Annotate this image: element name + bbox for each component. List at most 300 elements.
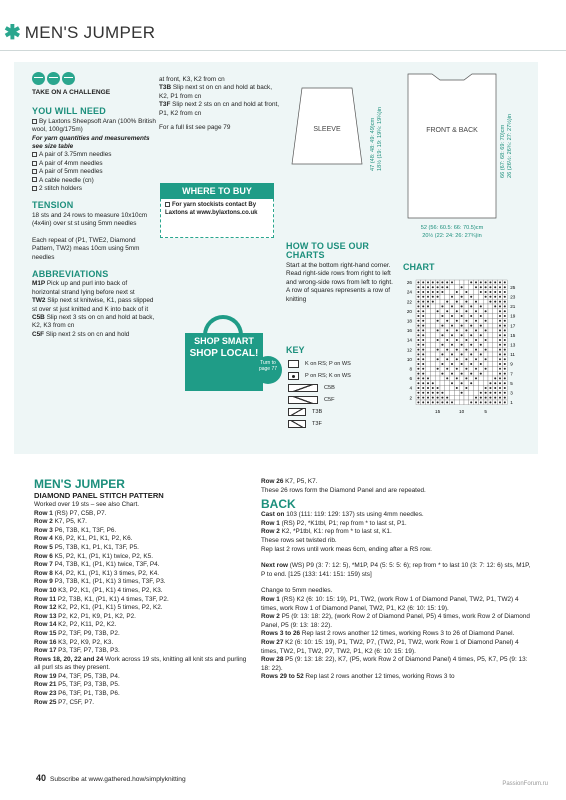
purl-dot xyxy=(417,310,419,312)
chart-cell xyxy=(474,304,479,309)
abbreviation-item: C5B Slip next 3 sts on cn and hold at back, K2, K3 from cn xyxy=(32,313,155,330)
purl-dot xyxy=(499,397,501,399)
purl-dot xyxy=(446,329,448,331)
purl-dot xyxy=(494,377,496,379)
checkbox-icon xyxy=(32,119,37,124)
chart-cell xyxy=(483,333,488,338)
purl-dot xyxy=(499,358,501,360)
sleeve-length: 47 (48: 48: 49: 49)cm xyxy=(370,117,376,171)
purl-dot xyxy=(475,397,477,399)
purl-dot xyxy=(480,325,482,327)
purl-dot xyxy=(461,315,463,317)
chart-row-label: 23 xyxy=(510,294,516,300)
chart-cell xyxy=(478,338,483,343)
chart-cell xyxy=(493,333,498,338)
purl-dot xyxy=(417,373,419,375)
chart-cell xyxy=(445,294,450,299)
chart-cell xyxy=(493,371,498,376)
purl-dot xyxy=(446,401,448,403)
repeat-note: These 26 rows form the Diamond Panel and are repeated. xyxy=(261,486,426,494)
chart-cell xyxy=(488,347,493,352)
chart-cell xyxy=(493,347,498,352)
purl-dot xyxy=(461,344,463,346)
purl-dot xyxy=(441,281,443,283)
purl-dot xyxy=(437,397,439,399)
chart-cell xyxy=(459,376,464,381)
chart-cell xyxy=(445,362,450,367)
asterisk-icon: ✱ xyxy=(4,22,21,44)
purl-dot xyxy=(456,387,458,389)
chart-cell xyxy=(426,347,431,352)
chart-cell xyxy=(445,371,450,376)
tension-text: 18 sts and 24 rows to measure 10x10cm (4x4in) over st st using 5mm needles xyxy=(32,211,148,228)
purl-dot xyxy=(461,296,463,298)
chart-cell xyxy=(474,314,479,319)
purl-dot xyxy=(504,286,506,288)
purl-dot xyxy=(480,334,482,336)
purl-dot xyxy=(485,397,487,399)
purl-dot xyxy=(504,344,506,346)
chart-cell xyxy=(454,381,459,386)
chart-cell xyxy=(430,333,435,338)
chart-cell xyxy=(459,328,464,333)
chart-cell xyxy=(454,362,459,367)
chart-col-label: 10 xyxy=(459,408,465,414)
purl-dot xyxy=(441,315,443,317)
purl-dot xyxy=(504,368,506,370)
purl-dot xyxy=(422,397,424,399)
full-list-note: For a full list see page 79 xyxy=(159,124,231,132)
checkbox-icon xyxy=(32,186,37,191)
row-instruction: Row 28 P5 (9: 13: 18: 22), K7, (P5, work Row 2 of Diamond Panel) 4 times, P5, K7, P5 (9: 13: 18: 22). xyxy=(261,656,528,672)
purl-dot xyxy=(465,291,467,293)
purl-dot xyxy=(417,320,419,322)
purl-dot xyxy=(451,401,453,403)
purl-dot xyxy=(504,363,506,365)
chart-cell xyxy=(430,318,435,323)
chart-cell xyxy=(464,342,469,347)
purl-dot xyxy=(417,281,419,283)
chart-cell xyxy=(474,294,479,299)
chart-cell xyxy=(454,304,459,309)
purl-dot xyxy=(485,281,487,283)
purl-dot xyxy=(494,401,496,403)
chart-cell xyxy=(483,342,488,347)
purl-dot xyxy=(480,353,482,355)
row-instruction: Row 1 (RS) P2, *K1tbl, P1; rep from * to last st, P1. xyxy=(261,519,407,527)
back-heading: BACK xyxy=(261,497,296,512)
purl-dot xyxy=(451,325,453,327)
purl-dot xyxy=(480,363,482,365)
purl-dot xyxy=(470,296,472,298)
purl-dot xyxy=(485,392,487,394)
chart-cell xyxy=(469,299,474,304)
subscribe-link[interactable]: Subscribe at www.gathered.how/simplyknitting xyxy=(50,776,186,783)
purl-dot xyxy=(427,286,429,288)
c5f-symbol-icon xyxy=(288,396,318,404)
purl-dot xyxy=(465,301,467,303)
chart-cell xyxy=(469,309,474,314)
purl-dot xyxy=(480,397,482,399)
body-length-in: 26 (26½: 26¾: 27: 27½)in xyxy=(507,113,513,178)
chart-row-label: 14 xyxy=(406,337,412,343)
purl-dot xyxy=(417,329,419,331)
chart-cell xyxy=(464,371,469,376)
chart-cell xyxy=(483,314,488,319)
purl-dot xyxy=(441,392,443,394)
chart-cell xyxy=(430,328,435,333)
purl-dot xyxy=(489,296,491,298)
purl-dot xyxy=(494,382,496,384)
purl-dot xyxy=(441,401,443,403)
page-number: 40 xyxy=(36,773,47,783)
chart-cell xyxy=(464,294,469,299)
chart-cell xyxy=(474,290,479,295)
chart-row-label: 10 xyxy=(406,356,412,362)
purl-dot xyxy=(456,320,458,322)
chart-row-label: 12 xyxy=(406,347,412,353)
purl-dot xyxy=(465,339,467,341)
purl-dot xyxy=(437,281,439,283)
purl-dot xyxy=(475,286,477,288)
chart-cell xyxy=(445,314,450,319)
purl-dot xyxy=(499,373,501,375)
purl-dot xyxy=(470,305,472,307)
chart-col-label: 5 xyxy=(484,408,487,414)
chart-cell xyxy=(426,366,431,371)
row-instruction: Row 8 K4, P2, K1, (P1, K1) 3 times, P2, K4. xyxy=(34,569,160,577)
chart-cell xyxy=(459,386,464,391)
chart-cell xyxy=(493,328,498,333)
chart-cell xyxy=(440,357,445,362)
row-instruction: Row 11 P2, T3B, K1, (P1, K1) 4 times, T3F, P2. xyxy=(34,595,169,603)
key-heading: KEY xyxy=(286,345,305,355)
purl-dot xyxy=(499,296,501,298)
purl-dot xyxy=(461,382,463,384)
purl-dot xyxy=(451,305,453,307)
purl-dot xyxy=(499,344,501,346)
chart-cell xyxy=(426,333,431,338)
chart-cell xyxy=(464,395,469,400)
purl-dot xyxy=(446,320,448,322)
purl-dot xyxy=(504,291,506,293)
purl-dot xyxy=(461,325,463,327)
chart-key xyxy=(288,358,388,430)
purl-dot xyxy=(499,368,501,370)
chart-cell xyxy=(464,304,469,309)
chart-cell xyxy=(454,395,459,400)
purl-dot xyxy=(485,401,487,403)
purl-dot xyxy=(422,358,424,360)
purl-dot xyxy=(489,281,491,283)
purl-dot xyxy=(489,401,491,403)
body-shape xyxy=(408,74,496,218)
chart-cell xyxy=(459,395,464,400)
header-divider xyxy=(0,50,566,51)
chart-cell xyxy=(459,309,464,314)
purl-dot xyxy=(422,368,424,370)
chart-cell xyxy=(469,366,474,371)
chart-cell xyxy=(450,328,455,333)
chart-cell xyxy=(435,314,440,319)
chart-cell xyxy=(483,381,488,386)
chart-cell xyxy=(459,299,464,304)
purl-dot xyxy=(504,358,506,360)
purl-dot xyxy=(427,397,429,399)
front-back-label: FRONT & BACK xyxy=(426,127,478,134)
chart-cell xyxy=(450,318,455,323)
purl-dot xyxy=(417,325,419,327)
purl-dot xyxy=(504,339,506,341)
chart-cell xyxy=(450,299,455,304)
purl-dot xyxy=(480,392,482,394)
purl-dot xyxy=(465,329,467,331)
tool-item: A pair of 3.75mm needles xyxy=(32,151,156,159)
purl-dot xyxy=(451,281,453,283)
purl-dot xyxy=(504,334,506,336)
chart-cell xyxy=(454,280,459,285)
purl-dot xyxy=(504,382,506,384)
watermark: PassionForum.ru xyxy=(502,781,548,787)
row-instruction: Row 21 P5, T3F, P3, T3B, P5. xyxy=(34,681,120,689)
chart-cell xyxy=(464,323,469,328)
turn-to-page-badge[interactable]: Turn to page 77 xyxy=(254,356,282,384)
chart-cell xyxy=(450,290,455,295)
purl-dot xyxy=(441,363,443,365)
chart-cell xyxy=(435,381,440,386)
chart-row-label: 9 xyxy=(510,361,513,367)
purl-dot xyxy=(504,349,506,351)
purl-dot xyxy=(504,325,506,327)
purl-dot xyxy=(417,315,419,317)
chart-cell xyxy=(488,328,493,333)
purl-dot xyxy=(485,358,487,360)
purl-dot xyxy=(417,382,419,384)
purl-dot xyxy=(489,301,491,303)
purl-dot xyxy=(499,353,501,355)
purl-dot xyxy=(499,320,501,322)
purl-dot xyxy=(422,373,424,375)
where-to-buy-text: For yarn stockists contact By Laxtons at www.bylaxtons.co.uk xyxy=(165,202,258,216)
purl-dot xyxy=(456,368,458,370)
purl-dot xyxy=(504,296,506,298)
purl-dot xyxy=(422,334,424,336)
purl-dot xyxy=(432,387,434,389)
yarn-note: For yarn quantities and measurements see size table xyxy=(32,134,150,151)
purl-dot xyxy=(465,358,467,360)
purl-dot xyxy=(494,301,496,303)
chart-cell xyxy=(459,280,464,285)
purl-dot xyxy=(456,329,458,331)
purl-dot xyxy=(470,325,472,327)
tool-item: A pair of 4mm needles xyxy=(32,160,156,168)
where-to-buy-heading: WHERE TO BUY xyxy=(160,183,274,199)
chart-cell xyxy=(435,371,440,376)
purl-dot xyxy=(470,344,472,346)
chart-cell xyxy=(478,376,483,381)
chart-row-label: 13 xyxy=(510,342,516,348)
purl-dot xyxy=(504,305,506,307)
key-item: T3F xyxy=(288,418,388,430)
chart-cell xyxy=(450,376,455,381)
middle-column xyxy=(159,76,283,132)
purl-dot xyxy=(446,310,448,312)
purl-dot xyxy=(499,305,501,307)
purl-dot xyxy=(504,401,506,403)
purl-dot xyxy=(417,363,419,365)
purl-dot xyxy=(427,296,429,298)
chart-cell xyxy=(464,352,469,357)
page-header xyxy=(0,20,155,46)
chart-cell xyxy=(426,323,431,328)
purl-dot xyxy=(470,382,472,384)
chart-cell xyxy=(488,366,493,371)
row-instruction: Row 15 P2, T3F, P9, T3B, P2. xyxy=(34,629,120,637)
chart-cell xyxy=(445,352,450,357)
chart-cell xyxy=(426,371,431,376)
purl-dot xyxy=(499,377,501,379)
chart-cell xyxy=(488,362,493,367)
purl-dot xyxy=(475,377,477,379)
chart-cell xyxy=(459,290,464,295)
chart-cell xyxy=(430,366,435,371)
purl-dot xyxy=(432,291,434,293)
chart-row-label: 22 xyxy=(406,299,412,305)
purl-dot xyxy=(494,296,496,298)
where-to-buy-box xyxy=(160,183,274,238)
purl-dot xyxy=(441,397,443,399)
chart-row-label: 18 xyxy=(406,318,412,324)
chart-cell xyxy=(445,386,450,391)
chart-cell xyxy=(478,318,483,323)
purl-dot xyxy=(504,387,506,389)
row-instruction: Row 12 K2, P2, K1, (P1, K1) 5 times, P2, K2. xyxy=(34,604,163,612)
chart-cell xyxy=(430,314,435,319)
row-instruction: Row 2 P5 (9: 13: 18: 22), (work Row 2 of Diamond Panel, P5) 4 times, work Row 2 of Diamond Panel, P5 (9: 13: 18: 22). xyxy=(261,613,530,629)
chart-row-label: 2 xyxy=(409,395,412,401)
purl-dot xyxy=(417,358,419,360)
chart-cell xyxy=(488,309,493,314)
purl-dot xyxy=(432,301,434,303)
pattern-subtitle: DIAMOND PANEL STITCH PATTERN xyxy=(34,491,164,500)
chart-cell xyxy=(478,347,483,352)
purl-dot xyxy=(456,377,458,379)
purl-dot xyxy=(451,315,453,317)
purl-dot xyxy=(470,281,472,283)
purl-dot xyxy=(499,325,501,327)
purl-dot xyxy=(480,344,482,346)
chart-cell xyxy=(474,362,479,367)
chart-row-label: 25 xyxy=(510,284,516,290)
chart-cell xyxy=(426,318,431,323)
chart-cell xyxy=(464,400,469,405)
purl-dot xyxy=(432,401,434,403)
chart-cell xyxy=(430,304,435,309)
purl-dot xyxy=(475,349,477,351)
chart-cell xyxy=(426,338,431,343)
chart-cell xyxy=(440,381,445,386)
purl-dot xyxy=(485,329,487,331)
purl-dot xyxy=(417,397,419,399)
row-instruction: Row 13 P2, K2, P1, K9, P1, K2, P2. xyxy=(34,612,136,620)
chart-cell xyxy=(440,318,445,323)
chart-cell xyxy=(440,338,445,343)
chart-cell xyxy=(488,371,493,376)
purl-dot xyxy=(485,387,487,389)
key-item: C5F xyxy=(288,394,388,406)
chart-cell xyxy=(435,299,440,304)
chart-cell xyxy=(450,347,455,352)
checkbox-icon xyxy=(32,152,37,157)
purl-dot xyxy=(480,291,482,293)
chart-cell xyxy=(478,294,483,299)
shopping-bag-icon xyxy=(185,315,263,391)
chart-cell xyxy=(469,338,474,343)
purl-dot xyxy=(437,401,439,403)
chart-cell xyxy=(488,338,493,343)
purl-dot xyxy=(499,387,501,389)
purl-dot xyxy=(417,353,419,355)
purl-dot xyxy=(422,315,424,317)
chart-cell xyxy=(435,376,440,381)
stitch-chart xyxy=(398,276,530,444)
tension-heading: TENSION xyxy=(32,200,74,211)
purl-dot xyxy=(465,377,467,379)
purl-dot xyxy=(465,387,467,389)
body-length: 66 (67: 68: 69: 70)cm xyxy=(500,124,506,178)
chart-cell xyxy=(488,342,493,347)
row-instruction: Rows 29 to 52 Rep last 2 rows another 12 times, working Rows 3 to xyxy=(261,673,455,681)
chart-cell xyxy=(454,285,459,290)
purl-dot xyxy=(485,368,487,370)
purl-dot xyxy=(504,392,506,394)
chart-cell xyxy=(464,333,469,338)
chart-cell xyxy=(464,280,469,285)
purl-dot xyxy=(427,382,429,384)
chart-cell xyxy=(493,338,498,343)
chart-cell xyxy=(493,366,498,371)
purl-dot xyxy=(485,320,487,322)
chart-cell xyxy=(478,309,483,314)
purl-dot xyxy=(422,325,424,327)
purl-dot xyxy=(499,349,501,351)
purl-dot xyxy=(456,339,458,341)
purl-dot xyxy=(480,286,482,288)
chart-cell xyxy=(488,323,493,328)
page-title: MEN'S JUMPER xyxy=(24,23,156,42)
purl-dot xyxy=(417,349,419,351)
purl-dot xyxy=(475,310,477,312)
chart-cell xyxy=(493,318,498,323)
row-instruction: Row 25 P7, C5F, P7. xyxy=(34,698,95,706)
purl-dot xyxy=(494,392,496,394)
chart-cell xyxy=(493,323,498,328)
purl-dot xyxy=(441,291,443,293)
purl-dot xyxy=(437,291,439,293)
purl-dot xyxy=(470,401,472,403)
chart-cell xyxy=(435,304,440,309)
yarn-balls-icon xyxy=(32,72,156,85)
purl-dot xyxy=(475,301,477,303)
purl-dot xyxy=(499,329,501,331)
row-instruction: Row 19 P4, T3F, P5, T3B, P4. xyxy=(34,672,120,680)
purl-dot xyxy=(446,301,448,303)
sleeve-label: SLEEVE xyxy=(313,126,341,133)
c5b-symbol-icon xyxy=(288,384,318,392)
chart-cell xyxy=(478,357,483,362)
chart-cell xyxy=(488,333,493,338)
purl-dot xyxy=(432,392,434,394)
